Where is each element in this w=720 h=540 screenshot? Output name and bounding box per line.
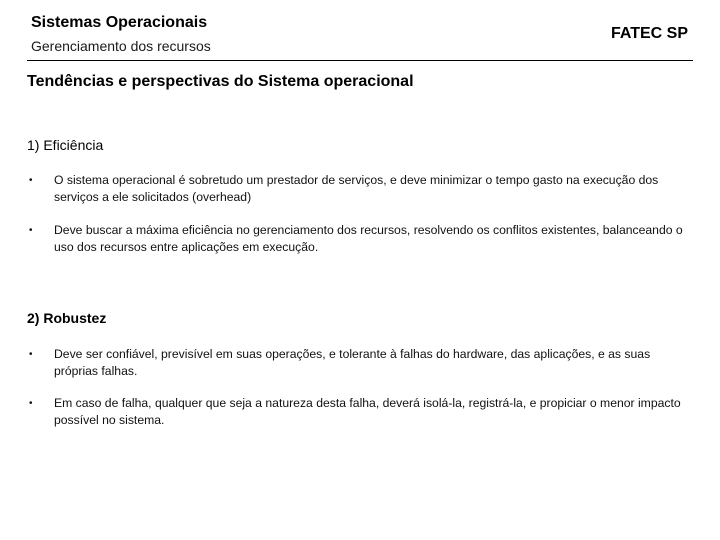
course-subtitle: Gerenciamento dos recursos bbox=[31, 38, 211, 54]
section-heading: 2) Robustez bbox=[27, 310, 107, 326]
bullet-item bbox=[27, 222, 695, 256]
section-robustness bbox=[27, 309, 695, 429]
bullet-icon: • bbox=[29, 225, 33, 236]
bullet-list bbox=[27, 172, 695, 256]
header-divider bbox=[27, 60, 693, 61]
bullet-text: Deve ser confiável, previsível em suas operações, e tolerante à falhas do hardware, das aplicações, e as suas próprias falhas. bbox=[54, 347, 651, 378]
bullet-list bbox=[27, 346, 695, 429]
bullet-item bbox=[27, 346, 695, 380]
bullet-text: Em caso de falha, qualquer que seja a natureza desta falha, deverá isolá-la, registrá-la, e propiciar o menor impacto possível no sistema. bbox=[54, 396, 681, 427]
slide-title: Tendências e perspectivas do Sistema operacional bbox=[27, 73, 414, 90]
section-heading: 1) Eficiência bbox=[27, 137, 104, 153]
bullet-item bbox=[27, 395, 695, 429]
bullet-item bbox=[27, 172, 695, 206]
bullet-icon: • bbox=[29, 349, 33, 360]
bullet-icon: • bbox=[29, 398, 33, 409]
institution-name: FATEC SP bbox=[610, 25, 688, 42]
bullet-text: Deve buscar a máxima eficiência no gerenciamento dos recursos, resolvendo os conflitos existentes, balanceando o uso dos recursos entre aplicações em execução. bbox=[54, 223, 683, 254]
section-efficiency bbox=[27, 136, 695, 256]
course-title: Sistemas Operacionais bbox=[31, 14, 208, 31]
bullet-text: O sistema operacional é sobretudo um prestador de serviços, e deve minimizar o tempo gasto na execução dos serviços a ele solicitados (overhead) bbox=[54, 173, 659, 204]
bullet-icon: • bbox=[29, 175, 33, 186]
